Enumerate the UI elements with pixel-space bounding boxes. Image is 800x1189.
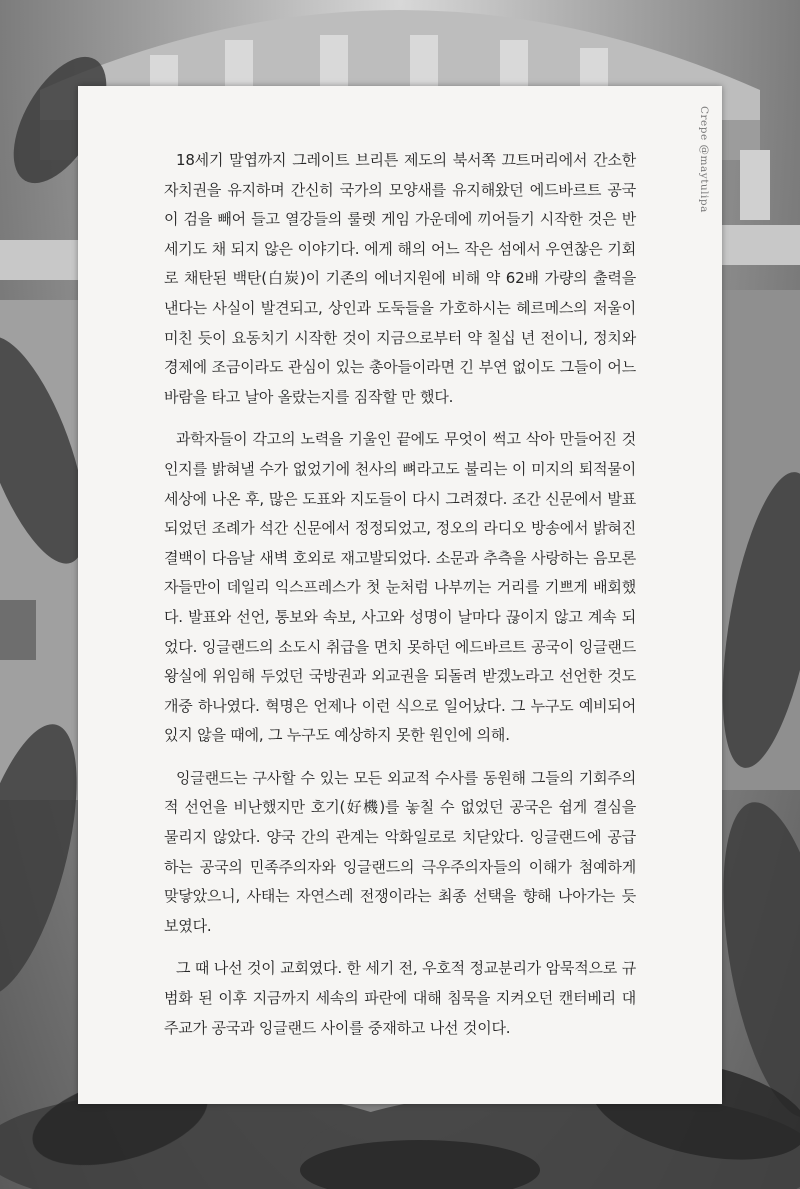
paper-sheet xyxy=(78,86,722,1104)
paragraph-4: 그 때 나선 것이 교회였다. 한 세기 전, 우호적 정교분리가 암묵적으로 규범화 된 이후 지금까지 세속의 파란에 대해 침묵을 지켜오던 캔터베리 대주교가 공국과 잉글랜드 사이를 중재하고 나선 것이다. xyxy=(164,959,636,1037)
paragraph-2: 과학자들이 각고의 노력을 기울인 끝에도 무엇이 썩고 삭아 만들어진 것인지를 밝혀낼 수가 없었기에 천사의 뼈라고도 불리는 이 미지의 퇴적물이 세상에 나온 후, 많은 도표와 지도들이 다시 그려졌다. 조간 신문에서 발표되었던 조례가 석간 신문에서 정정되었고, 정오의 라디오 방송에서 밝혀진 결백이 다음날 새벽 호외로 재고발되었다. 소문과 추측을 사랑하는 음모론자들만이 데일리 익스프레스가 첫 눈처럼 나부끼는 거리를 기쁘게 배회했다. 발표와 선언, 통보와 속보, 사고와 성명이 날마다 끊이지 않고 계속 되었다. 잉글랜드의 소도시 취급을 면치 못하던 에드바르트 공국이 잉글랜드 왕실에 위임해 두었던 국방권과 외교권을 되돌려 받겠노라고 선언한 것도 개중 하나였다. 혁명은 언제나 이런 식으로 일어났다. 그 누구도 예비되어 있지 않을 때에, 그 누구도 예상하지 못한 원인에 의해. xyxy=(164,430,636,745)
paragraph-1: 18세기 말엽까지 그레이트 브리튼 제도의 북서쪽 끄트머리에서 간소한 자치권을 유지하며 간신히 국가의 모양새를 유지해왔던 에드바르트 공국이 검을 빼어 들고 열강들의 룰렛 게임 가운데에 끼어들기 시작한 것은 반 세기도 채 되지 않은 이야기다. 에게 해의 어느 작은 섬에서 우연찮은 기회로 채탄된 백탄(白炭)이 기존의 에너지원에 비해 약 62배 가량의 출력을 낸다는 사실이 발견되고, 상인과 도둑들을 가호하시는 헤르메스의 저울이 미친 듯이 요동치기 시작한 것이 지금으로부터 약 칠십 년 전이니, 정치와 경제에 조금이라도 관심이 있는 총아들이라면 긴 부연 없이도 그들이 어느 바람을 타고 날아 올랐는지를 짐작할 만 했다. xyxy=(164,151,636,406)
credit-text: Crepe @maytulipa xyxy=(698,106,710,213)
paragraph-3: 잉글랜드는 구사할 수 있는 모든 외교적 수사를 동원해 그들의 기회주의적 선언을 비난했지만 호기(好機)를 놓칠 수 없었던 공국은 쉽게 결심을 물리지 않았다. 양국 간의 관계는 악화일로로 치닫았다. 잉글랜드에 공급하는 공국의 민족주의자와 잉글랜드의 극우주의자들의 이해가 첨예하게 맞닿았으니, 사태는 자연스레 전쟁이라는 최종 선택을 향해 나아가는 듯 보였다. xyxy=(164,768,636,935)
